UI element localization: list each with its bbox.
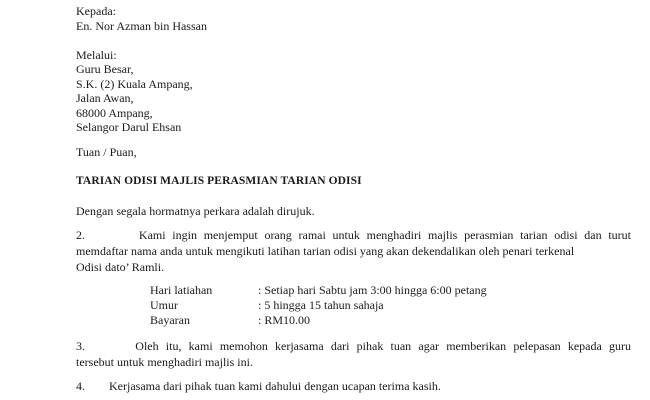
letter-subject: TARIAN ODISI MAJLIS PERASMIAN TARIAN ODISI: [76, 175, 362, 187]
paragraph-text: Kerjasama dari pihak tuan kami dahului dengan ucapan terima kasih.: [109, 379, 441, 393]
paragraph-text: Oleh itu, kami memohon kerjasama dari pihak tuan agar memberikan pelepasan kepada guru: [135, 339, 632, 353]
via-address-line: 68000 Ampang,: [76, 105, 153, 120]
details-row: [150, 283, 487, 298]
paragraph-text: Kami ingin menjemput orang ramai untuk menghadiri majlis perasmian tarian odisi dan turut: [138, 228, 631, 242]
details-label: Umur: [150, 298, 178, 312]
recipient-name: En. Nor Azman bin Hassan: [76, 19, 207, 33]
paragraph-2-line: memdaftar nama anda untuk mengikuti latihan tarian odisi yang akan dekendalikan oleh penari terkenal: [76, 244, 575, 258]
details-value: : 5 hingga 15 tahun sahaja: [258, 298, 384, 312]
details-table: [150, 283, 487, 328]
details-value: : RM10.00: [258, 313, 311, 327]
salutation: Tuan / Puan,: [76, 145, 137, 159]
paragraph-2-line: [76, 227, 631, 243]
paragraph-3-line: [76, 338, 631, 354]
via-address-line: S.K. (2) Kuala Ampang,: [76, 76, 193, 91]
paragraph-3: [76, 338, 631, 370]
via-label: Melalui:: [76, 48, 117, 62]
details-label: Hari latiahan: [150, 283, 213, 297]
paragraph-number: 2.: [76, 228, 85, 242]
opening-sentence: Dengan segala hormatnya perkara adalah dirujuk.: [76, 204, 315, 218]
paragraph-3-line: tersebut untuk menghadiri majlis ini.: [76, 355, 253, 369]
paragraph-4: [76, 378, 631, 394]
via-address-line: Selangor Darul Ehsan: [76, 120, 182, 135]
details-value: : Setiap hari Sabtu jam 3:00 hingga 6:00 petang: [258, 283, 487, 297]
paragraph-4-line: [76, 378, 631, 394]
via-address-line: Guru Besar,: [76, 62, 134, 76]
via-address: [76, 62, 193, 135]
recipient-label: Kepada:: [76, 4, 116, 18]
paragraph-2-line: Odisi dato’ Ramli.: [76, 260, 165, 274]
details-label: Bayaran: [150, 313, 190, 327]
details-row: [150, 298, 487, 313]
paragraph-number: 4.: [76, 379, 85, 393]
via-address-line: Jalan Awan,: [76, 91, 134, 106]
paragraph-2: [76, 227, 631, 275]
paragraph-number: 3.: [76, 339, 85, 353]
details-row: [150, 313, 487, 328]
